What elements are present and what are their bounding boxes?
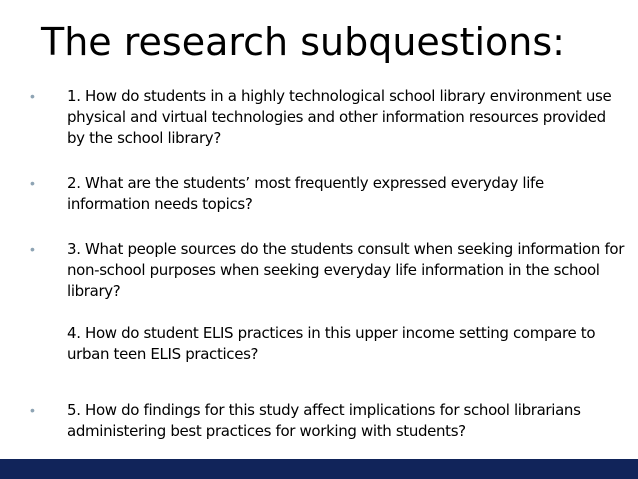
list-item-text: [67, 400, 627, 442]
list-item-text: [67, 173, 627, 215]
bullet-icon: •: [30, 88, 35, 104]
subquestion-3: 3. What people sources do the students consult when seeking information for non-school purposes when seeking everyday life information in the school library?: [67, 240, 625, 300]
bullet-icon: •: [30, 175, 35, 191]
list-item-text: [67, 239, 627, 365]
subquestion-4: 4. How do student ELIS practices in this upper income setting compare to urban teen ELIS practices?: [67, 324, 596, 363]
slide-title: The research subquestions:: [40, 20, 565, 64]
list-item-text: [67, 86, 627, 149]
subquestion-2: 2. What are the students’ most frequently expressed everyday life information needs topics?: [67, 174, 544, 213]
subquestion-1: 1. How do students in a highly technological school library environment use physical and virtual technologies and other information resources provided by the school library?: [67, 87, 612, 147]
footer-bar: [0, 459, 638, 479]
subquestion-5: 5. How do findings for this study affect implications for school librarians administering best practices for working with students?: [67, 401, 581, 440]
bullet-icon: •: [30, 241, 35, 257]
bullet-icon: •: [30, 402, 35, 418]
